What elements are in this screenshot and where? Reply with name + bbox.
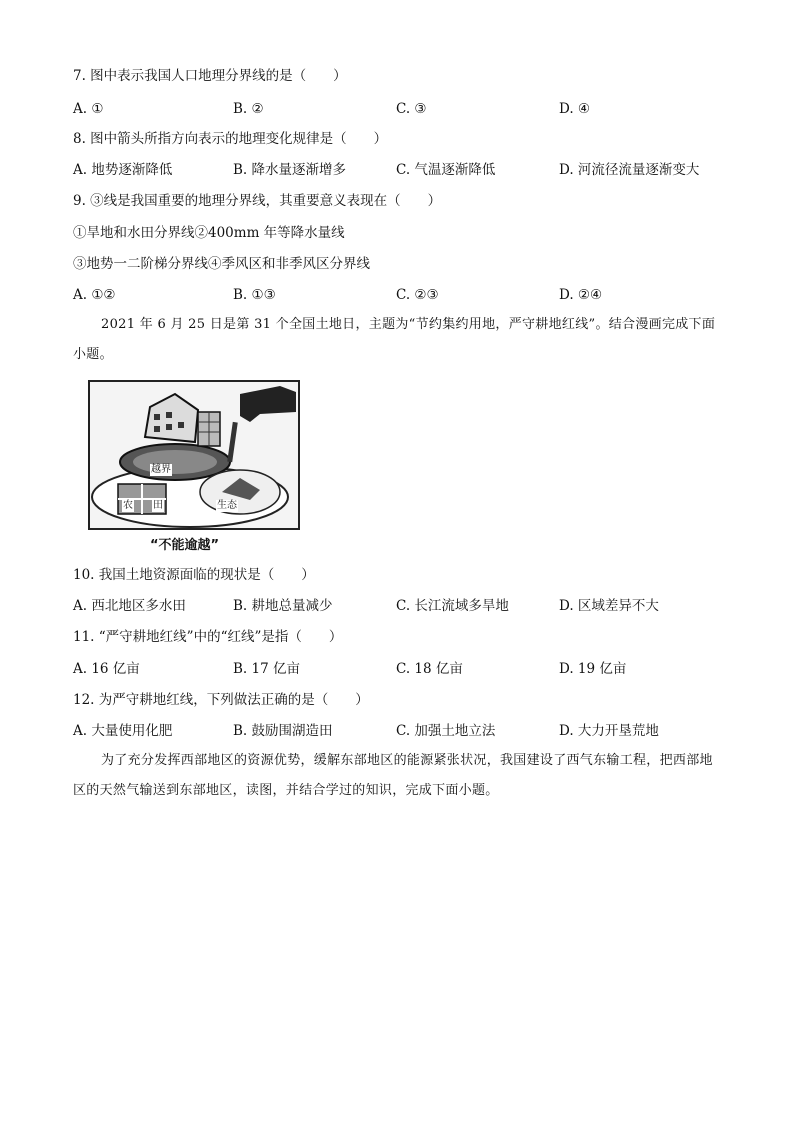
q8-option-d: D. 河流径流量逐渐变大 (559, 162, 700, 178)
q9-option-d: D. ②④ (559, 287, 603, 303)
question-12-options (73, 722, 753, 740)
question-7-options (73, 100, 753, 118)
question-11-options (73, 660, 753, 678)
question-9-statement-line1: ①旱地和水田分界线②400mm 年等降水量线 (73, 225, 345, 241)
q9-option-b: B. ①③ (233, 287, 276, 303)
question-10-stem: 10. 我国土地资源面临的现状是（ ） (73, 567, 315, 583)
q10-option-c: C. 长江流域多旱地 (396, 598, 509, 614)
cartoon-image (88, 380, 300, 530)
passage-land-day: 2021 年 6 月 25 日是第 31 个全国土地日，主题为“节约集约用地，严守耕地红线”。结合漫画完成下面小题。 (73, 317, 716, 362)
cartoon-label-boundary: 越界 (151, 464, 171, 475)
cartoon-caption: “不能逾越” (150, 538, 220, 553)
question-9-options (73, 286, 753, 304)
q9-option-a: A. ①② (73, 287, 116, 303)
q10-option-d: D. 区域差异不大 (559, 598, 659, 614)
q12-option-a: A. 大量使用化肥 (73, 723, 173, 739)
q8-option-b: B. 降水量逐渐增多 (233, 162, 347, 178)
q7-option-d: D. ④ (559, 101, 591, 117)
q8-option-a: A. 地势逐渐降低 (73, 162, 173, 178)
question-8-options (73, 161, 753, 179)
q12-option-d: D. 大力开垦荒地 (559, 723, 659, 739)
cartoon-label-farm-left: 农 (123, 500, 133, 511)
passage-west-east-gas: 为了充分发挥西部地区的资源优势，缓解东部地区的能源紧张状况，我国建设了西气东输工程，把西部地区的天然气输送到东部地区，读图，并结合学过的知识，完成下面小题。 (73, 753, 713, 798)
question-12-stem: 12. 为严守耕地红线，下列做法正确的是（ ） (73, 692, 369, 708)
question-9-statement-line2: ③地势一二阶梯分界线④季风区和非季风区分界线 (73, 256, 370, 272)
q7-option-b: B. ② (233, 101, 264, 117)
q8-option-c: C. 气温逐渐降低 (396, 162, 496, 178)
q7-option-c: C. ③ (396, 101, 427, 117)
q12-option-c: C. 加强土地立法 (396, 723, 496, 739)
q9-option-c: C. ②③ (396, 287, 439, 303)
q7-option-a: A. ① (73, 101, 104, 117)
question-9-stem: 9. ③线是我国重要的地理分界线，其重要意义表现在（ ） (73, 193, 442, 209)
q11-option-b: B. 17 亿亩 (233, 661, 300, 677)
q11-option-c: C. 18 亿亩 (396, 661, 463, 677)
q11-option-a: A. 16 亿亩 (73, 661, 140, 677)
question-8-stem: 8. 图中箭头所指方向表示的地理变化规律是（ ） (73, 131, 388, 147)
cartoon-label-eco: 生态 (217, 500, 237, 511)
q12-option-b: B. 鼓励围湖造田 (233, 723, 333, 739)
question-7-stem: 7. 图中表示我国人口地理分界线的是（ ） (73, 68, 347, 84)
q11-option-d: D. 19 亿亩 (559, 661, 627, 677)
cartoon-label-farm-right: 田 (153, 500, 163, 511)
question-10-options (73, 597, 753, 615)
question-11-stem: 11. “严守耕地红线”中的“红线”是指（ ） (73, 629, 343, 645)
q10-option-a: A. 西北地区多水田 (73, 598, 186, 614)
q10-option-b: B. 耕地总量减少 (233, 598, 333, 614)
